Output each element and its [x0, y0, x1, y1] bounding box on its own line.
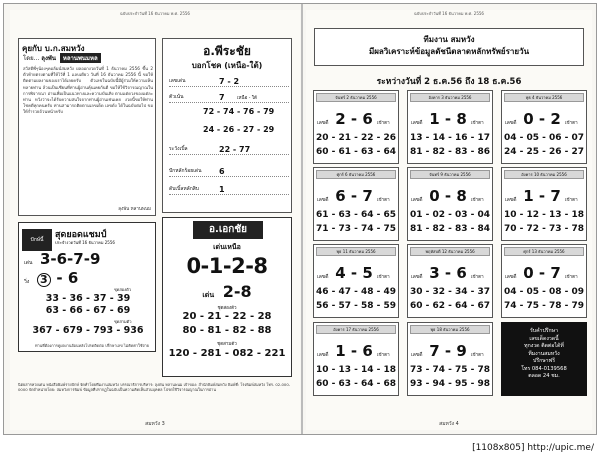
- cell-date: อังคาร 17 ธันวาคม 2556: [316, 325, 396, 334]
- cell-main-label: เลขดี: [317, 120, 329, 126]
- champion-title: สุดยอดแชมป์: [55, 230, 107, 240]
- cell-row-2: 81 - 82 - 83 - 86: [409, 147, 491, 157]
- left-page-header: ฉบับประจำวันที่ 16 ธันวาคม พ.ศ. 2556: [120, 11, 190, 16]
- right-title-2: มีผลวิเคราะห์ข้อมูลดัชนีตลาดหลักทรัพย์รายวัน: [368, 47, 530, 56]
- peerachai-row-value: 6: [219, 167, 225, 176]
- cell-date: พฤหัสบดี 12 ธันวาคม 2556: [410, 247, 490, 256]
- cell-main-digits: 1 - 7: [523, 187, 561, 205]
- cell-main-digits: 1 - 6: [335, 342, 373, 360]
- cell-main: [411, 109, 489, 128]
- peerachai-title: อ.พีระชัย: [203, 44, 251, 58]
- cell-row-1: 10 - 13 - 14 - 18: [315, 365, 397, 375]
- daily-cell: [407, 322, 493, 396]
- cell-main-digits: 0 - 7: [523, 264, 561, 282]
- peerachai-subtitle: บอกโชค (เหนือ-ใต้): [191, 61, 263, 70]
- byline-boxed-name: หลานพนมหล: [60, 53, 101, 63]
- champion-pair-row: [24, 268, 78, 287]
- ekachai-title: อ.เอกชัย: [193, 221, 263, 239]
- daily-cell: [313, 322, 399, 396]
- cell-row-2: 60 - 62 - 64 - 67: [409, 301, 491, 311]
- ekachai-two-row-1: 20 - 21 - 22 - 28: [182, 311, 272, 322]
- cell-date: พุธ 4 ธันวาคม 2556: [504, 93, 584, 102]
- champion-two-label: ชุดสองตัว: [114, 287, 131, 292]
- cell-main: [411, 186, 489, 205]
- cell-main-label: เลขดี: [505, 197, 517, 203]
- peerachai-row-note: เหนือ - ใต้: [237, 96, 257, 101]
- cell-row-1: 04 - 05 - 06 - 07: [503, 133, 585, 143]
- peerachai-row-label: ดับเบิ้ลหลักสิบ: [169, 186, 199, 192]
- peerachai-row-value: 7: [219, 93, 225, 102]
- cell-date: อังคาร 3 ธันวาคม 2556: [410, 93, 490, 102]
- cell-row-1: 04 - 05 - 08 - 09: [503, 287, 585, 297]
- info-line: โทร 084-0139568: [521, 365, 567, 372]
- magazine-spread: [3, 3, 597, 435]
- cell-date: พุธ 18 ธันวาคม 2556: [410, 325, 490, 334]
- cell-main: [317, 263, 395, 282]
- cell-main-tag: เข้าตา: [377, 275, 390, 280]
- champion-run-label: เด่น: [24, 260, 33, 266]
- cell-main-label: เลขดี: [317, 197, 329, 203]
- cell-main: [505, 109, 583, 128]
- cell-main-label: เลขดี: [411, 274, 423, 280]
- cell-row-1: 10 - 12 - 13 - 18: [503, 210, 585, 220]
- cell-main-tag: เข้าตา: [471, 121, 484, 126]
- cell-main-digits: 6 - 7: [335, 187, 373, 205]
- cell-date: ศุกร์ 13 ธันวาคม 2556: [504, 247, 584, 256]
- ekachai-subtitle: เด่นเหนือ: [213, 243, 241, 251]
- peerachai-row-2: [169, 89, 289, 103]
- cell-main: [317, 341, 395, 360]
- cell-main-label: เลขดี: [411, 352, 423, 358]
- champion-pair-label: วิ่ง: [24, 279, 30, 285]
- cell-main: [411, 263, 489, 282]
- byline-prefix: โดย...: [23, 55, 40, 62]
- date-range: ระหว่างวันที่ 2 ธ.ค.56 ถึง 18 ธ.ค.56: [376, 77, 522, 87]
- cell-main-label: เลขดี: [411, 197, 423, 203]
- cell-row-2: 81 - 82 - 83 - 84: [409, 224, 491, 234]
- cell-row-1: 01 - 02 - 03 - 04: [409, 210, 491, 220]
- left-page: [10, 10, 300, 430]
- peerachai-row-5: [169, 181, 289, 195]
- cell-main-tag: เข้าตา: [471, 353, 484, 358]
- peerachai-row-4: [169, 163, 289, 177]
- cell-row-2: 56 - 57 - 58 - 59: [315, 301, 397, 311]
- champion-note: ท่านที่ต้องการดูผลงานย้อนหลังโปรดติดต่อ ปรึกษาเลข ไม่คิดค่าใช้จ่าย: [35, 343, 149, 348]
- cell-row-1: 61 - 63 - 64 - 65: [315, 210, 397, 220]
- ekachai-sub2-digits: 2-8: [222, 282, 252, 301]
- info-line: เลขเด็ดงวดนี้: [529, 335, 559, 342]
- peerachai-row-label: ตัวเน้น: [169, 94, 184, 100]
- cell-main-label: เลขดี: [411, 120, 423, 126]
- peerachai-row-label: ระวังเบิ้ล: [169, 146, 188, 152]
- cell-row-2: 93 - 94 - 95 - 98: [409, 379, 491, 389]
- champion-box: [18, 222, 156, 352]
- daily-cell: [407, 244, 493, 318]
- ekachai-two-label: ชุดสองตัว: [217, 306, 237, 311]
- cell-main-tag: เข้าตา: [377, 198, 390, 203]
- peerachai-row-value: 1: [219, 185, 225, 194]
- cell-row-2: 60 - 61 - 63 - 64: [315, 147, 397, 157]
- daily-cell: [313, 167, 399, 241]
- info-line: ปรึกษาฟรี: [532, 358, 555, 364]
- watermark: [1108x805] http://upic.me/: [472, 443, 594, 453]
- cell-main-label: เลขดี: [317, 352, 329, 358]
- peerachai-row-value: 7 - 2: [219, 77, 240, 86]
- editor-body-text: สวัสดีพี่ๆน้องๆคอลัมน์สมหวัง ผลออกงวดวันที่ 1 ธันวาคม 2556 ขึ้น 2 ตัวท้ายตรงตามที่ให้ไว้ที่ 1 แลบเดียว วันที่ 16 ธันวาคม 2556 นี้ ขอให้ติดตามผลงานของเราได้เลยครับ ตัวเลขในฉบับนี้มีผู้ร่วมให้ความเห็นหลายท่าน ล้วนเป็นเซียนที่ท่านผู้อ่านคุ้นเคยกันดี ขอให้ใช้วิจารณญาณในการพิจารณา อ่านเพื่อเป็นแนวทางและความบันเทิง ตามแต่ดวงของแต่ละท่าน หวังว่าจะได้รับความสนใจจากท่านผู้อ่านเช่นเคย งวดนี้ขอให้ท่านโชคดีทุกคนครับ ท่านสามารถติดตามเลขเด็ด เลขดัง ได้ในฉบับต่อไป ขอให้ร่ำรวยถ้วนหน้าครับ: [23, 66, 153, 115]
- champion-badge: ปักษ์นี้: [22, 229, 52, 251]
- cell-main: [505, 186, 583, 205]
- info-line: รับคำปรึกษา: [529, 328, 558, 334]
- peerachai-line-2: 24 - 26 - 27 - 29: [203, 125, 275, 134]
- right-title-box: [314, 28, 584, 66]
- cell-main-digits: 7 - 9: [429, 342, 467, 360]
- peerachai-row-label: ปักหลักร้อยเด่น: [169, 168, 202, 174]
- editor-column-title: คุยกับ บ.ก.สมหวัง: [22, 44, 85, 53]
- champion-pair-circle: 3: [37, 273, 51, 287]
- cell-main-digits: 0 - 2: [523, 110, 561, 128]
- cell-main: [317, 186, 395, 205]
- champion-pair-rest: - 6: [56, 269, 79, 287]
- cell-main: [411, 341, 489, 360]
- ekachai-three-row: 120 - 281 - 082 - 221: [168, 348, 286, 359]
- info-line: ตลอด 24 ชม.: [528, 373, 560, 379]
- peerachai-row-value: 22 - 77: [219, 145, 251, 154]
- champion-three-label: ชุดสามตัว: [114, 319, 132, 324]
- cell-date: อังคาร 10 ธันวาคม 2556: [504, 170, 584, 179]
- right-page-footer: สมหวัง 4: [439, 421, 459, 427]
- cell-main: [317, 109, 395, 128]
- champion-three-row: 367 - 679 - 793 - 936: [32, 325, 144, 336]
- cell-row-2: 60 - 63 - 64 - 68: [315, 379, 397, 389]
- peerachai-column: [162, 38, 292, 213]
- cell-main-tag: เข้าตา: [377, 121, 390, 126]
- editor-byline: [23, 53, 101, 63]
- right-page-header: ฉบับประจำวันที่ 16 ธันวาคม พ.ศ. 2556: [414, 11, 484, 16]
- daily-cell: [407, 167, 493, 241]
- cell-main-tag: เข้าตา: [565, 275, 578, 280]
- right-page: [306, 10, 592, 430]
- cell-row-1: 30 - 32 - 34 - 37: [409, 287, 491, 297]
- ekachai-sub2-label: เด่น: [202, 291, 215, 299]
- daily-cell: [313, 90, 399, 164]
- cell-main-tag: เข้าตา: [377, 353, 390, 358]
- cell-date: พุธ 11 ธันวาคม 2556: [316, 247, 396, 256]
- left-page-footer: สมหวัง 3: [145, 421, 165, 427]
- daily-cell: [501, 167, 587, 241]
- cell-main-tag: เข้าตา: [471, 275, 484, 280]
- editor-column: [18, 38, 156, 216]
- cell-row-1: 73 - 74 - 75 - 78: [409, 365, 491, 375]
- cell-row-1: 46 - 47 - 48 - 49: [315, 287, 397, 297]
- champion-two-row-1: 33 - 36 - 37 - 39: [45, 293, 131, 304]
- cell-main-digits: 0 - 8: [429, 187, 467, 205]
- cell-main-digits: 3 - 6: [429, 264, 467, 282]
- champion-run-digits: 3-6-7-9: [39, 250, 101, 268]
- cell-row-2: 24 - 25 - 26 - 27: [503, 147, 585, 157]
- daily-cell: [501, 90, 587, 164]
- ekachai-three-label: ชุดสามตัว: [217, 342, 237, 347]
- peerachai-line-1: 72 - 74 - 76 - 79: [203, 107, 275, 116]
- cell-main-label: เลขดี: [505, 274, 517, 280]
- daily-cell: [313, 244, 399, 318]
- editor-signature: ลุงพัน หลานพนม: [118, 207, 151, 212]
- cell-row-2: 71 - 73 - 74 - 75: [315, 224, 397, 234]
- right-title-1: ทีมงาน สมหวัง: [423, 35, 475, 44]
- cell-main-label: เลขดี: [317, 274, 329, 280]
- peerachai-row-1: [169, 73, 289, 87]
- byline-name: ลุงพัน: [41, 55, 56, 62]
- cell-main-digits: 1 - 8: [429, 110, 467, 128]
- cell-row-1: 20 - 21 - 22 - 26: [315, 133, 397, 143]
- cell-date: จันทร์ 2 ธันวาคม 2556: [316, 93, 396, 102]
- page-fold: [301, 4, 303, 434]
- cell-main-tag: เข้าตา: [565, 198, 578, 203]
- champion-run-row: [24, 249, 100, 268]
- daily-cell: [407, 90, 493, 164]
- champion-date: ประจำงวดวันที่ 16 ธันวาคม 2556: [55, 240, 115, 245]
- contact-info-box: [501, 322, 587, 396]
- cell-main-digits: 2 - 6: [335, 110, 373, 128]
- champion-two-row-2: 63 - 66 - 67 - 69: [45, 305, 131, 316]
- ekachai-column: [162, 217, 292, 377]
- ekachai-two-row-2: 80 - 81 - 82 - 88: [182, 325, 272, 336]
- cell-main-label: เลขดี: [505, 120, 517, 126]
- peerachai-row-3: [169, 141, 289, 155]
- cell-row-1: 13 - 14 - 16 - 17: [409, 133, 491, 143]
- left-page-imprint: นิตยสารหวยเด่น หนังสือพิมพ์รายปักษ์ จัดทำโดยทีมงานสมหวัง บรรณาธิการบริหาร: ลุงพัน หลานพนม เจ้าของ: สำนักพิมพ์สมหวัง พิมพ์ที่: โรงพิมพ์สมหวัง โทร. 02-000-0000 จัดจำหน่ายโดย: สมหวังการพิมพ์ ข้อมูลที่ปรากฏในฉบับเป็นความคิดเห็นส่วนบุคคล โปรดใช้วิจารณญาณในการอ่าน: [18, 382, 291, 392]
- cell-main-digits: 4 - 5: [335, 264, 373, 282]
- cell-main-tag: เข้าตา: [565, 121, 578, 126]
- cell-date: ศุกร์ 6 ธันวาคม 2556: [316, 170, 396, 179]
- daily-cell: [501, 244, 587, 318]
- cell-main-tag: เข้าตา: [471, 198, 484, 203]
- info-line: ทุกงวด ติดต่อได้ที่: [524, 343, 564, 349]
- info-line: ทีมงานสมหวัง: [528, 350, 560, 357]
- cell-row-2: 74 - 75 - 78 - 79: [503, 301, 585, 311]
- peerachai-row-label: เลขเด่น: [169, 78, 186, 84]
- ekachai-sub2: [163, 282, 291, 301]
- cell-row-2: 70 - 72 - 73 - 78: [503, 224, 585, 234]
- cell-main: [505, 263, 583, 282]
- cell-date: จันทร์ 9 ธันวาคม 2556: [410, 170, 490, 179]
- ekachai-big-digits: 0-1-2-8: [186, 254, 268, 278]
